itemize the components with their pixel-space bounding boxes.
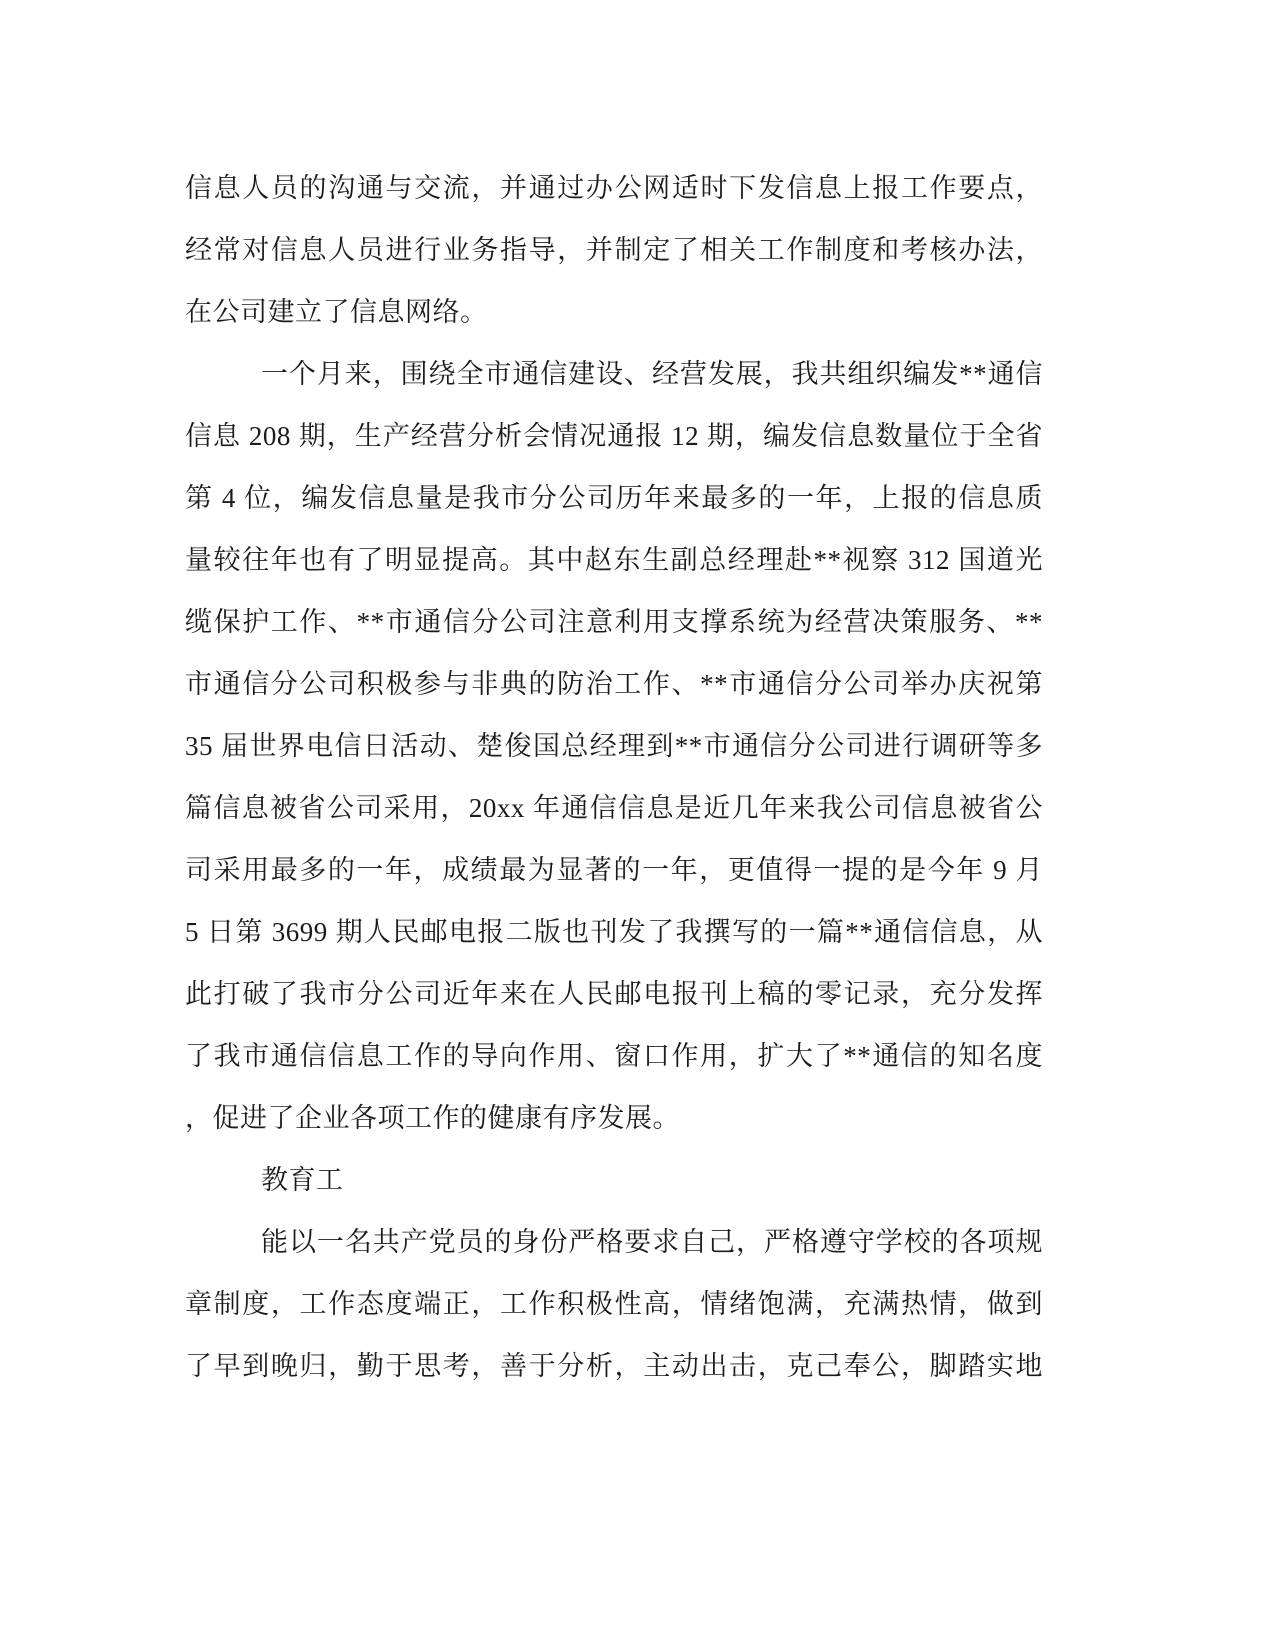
document-text-block	[185, 157, 1043, 1397]
text-line: 信息人员的沟通与交流，并通过办公网适时下发信息上报工作要点，	[185, 173, 1043, 203]
text-line: 此打破了我市分公司近年来在人民邮电报刊上稿的零记录，充分发挥	[185, 979, 1043, 1009]
text-line: 市通信分公司积极参与非典的防治工作、**市通信分公司举办庆祝第	[185, 669, 1043, 699]
text-line: 章制度，工作态度端正，工作积极性高，情绪饱满，充满热情，做到	[185, 1289, 1043, 1319]
text-line-paragraph-start: 一个月来，围绕全市通信建设、经营发展，我共组织编发**通信	[261, 359, 1043, 389]
text-line: 35 届世界电信日活动、楚俊国总经理到**市通信分公司进行调研等多	[185, 731, 1043, 761]
text-line: 信息 208 期，生产经营分析会情况通报 12 期，编发信息数量位于全省	[185, 421, 1043, 451]
text-line: 经常对信息人员进行业务指导，并制定了相关工作制度和考核办法，	[185, 235, 1043, 265]
text-line: 了我市通信信息工作的导向作用、窗口作用，扩大了**通信的知名度	[185, 1041, 1043, 1071]
text-line: 了早到晚归，勤于思考，善于分析，主动出击，克己奉公，脚踏实地	[185, 1351, 1043, 1381]
text-line: 司采用最多的一年，成绩最为显著的一年，更值得一提的是今年 9 月	[185, 855, 1043, 885]
text-line-paragraph-start: 能以一名共产党员的身份严格要求自己，严格遵守学校的各项规	[261, 1227, 1043, 1257]
text-line: 量较往年也有了明显提高。其中赵东生副总经理赴**视察 312 国道光	[185, 545, 1043, 575]
text-line-paragraph-end: ，促进了企业各项工作的健康有序发展。	[185, 1103, 680, 1133]
text-line: 缆保护工作、**市通信分公司注意利用支撑系统为经营决策服务、**	[185, 607, 1043, 637]
text-line-paragraph-end: 在公司建立了信息网络。	[185, 297, 488, 327]
text-line: 5 日第 3699 期人民邮电报二版也刊发了我撰写的一篇**通信信息，从	[185, 917, 1043, 947]
text-line: 第 4 位，编发信息量是我市分公司历年来最多的一年，上报的信息质	[185, 483, 1043, 513]
text-line: 篇信息被省公司采用，20xx 年通信信息是近几年来我公司信息被省公	[185, 793, 1043, 823]
text-line-paragraph-start: 教育工	[261, 1165, 344, 1195]
